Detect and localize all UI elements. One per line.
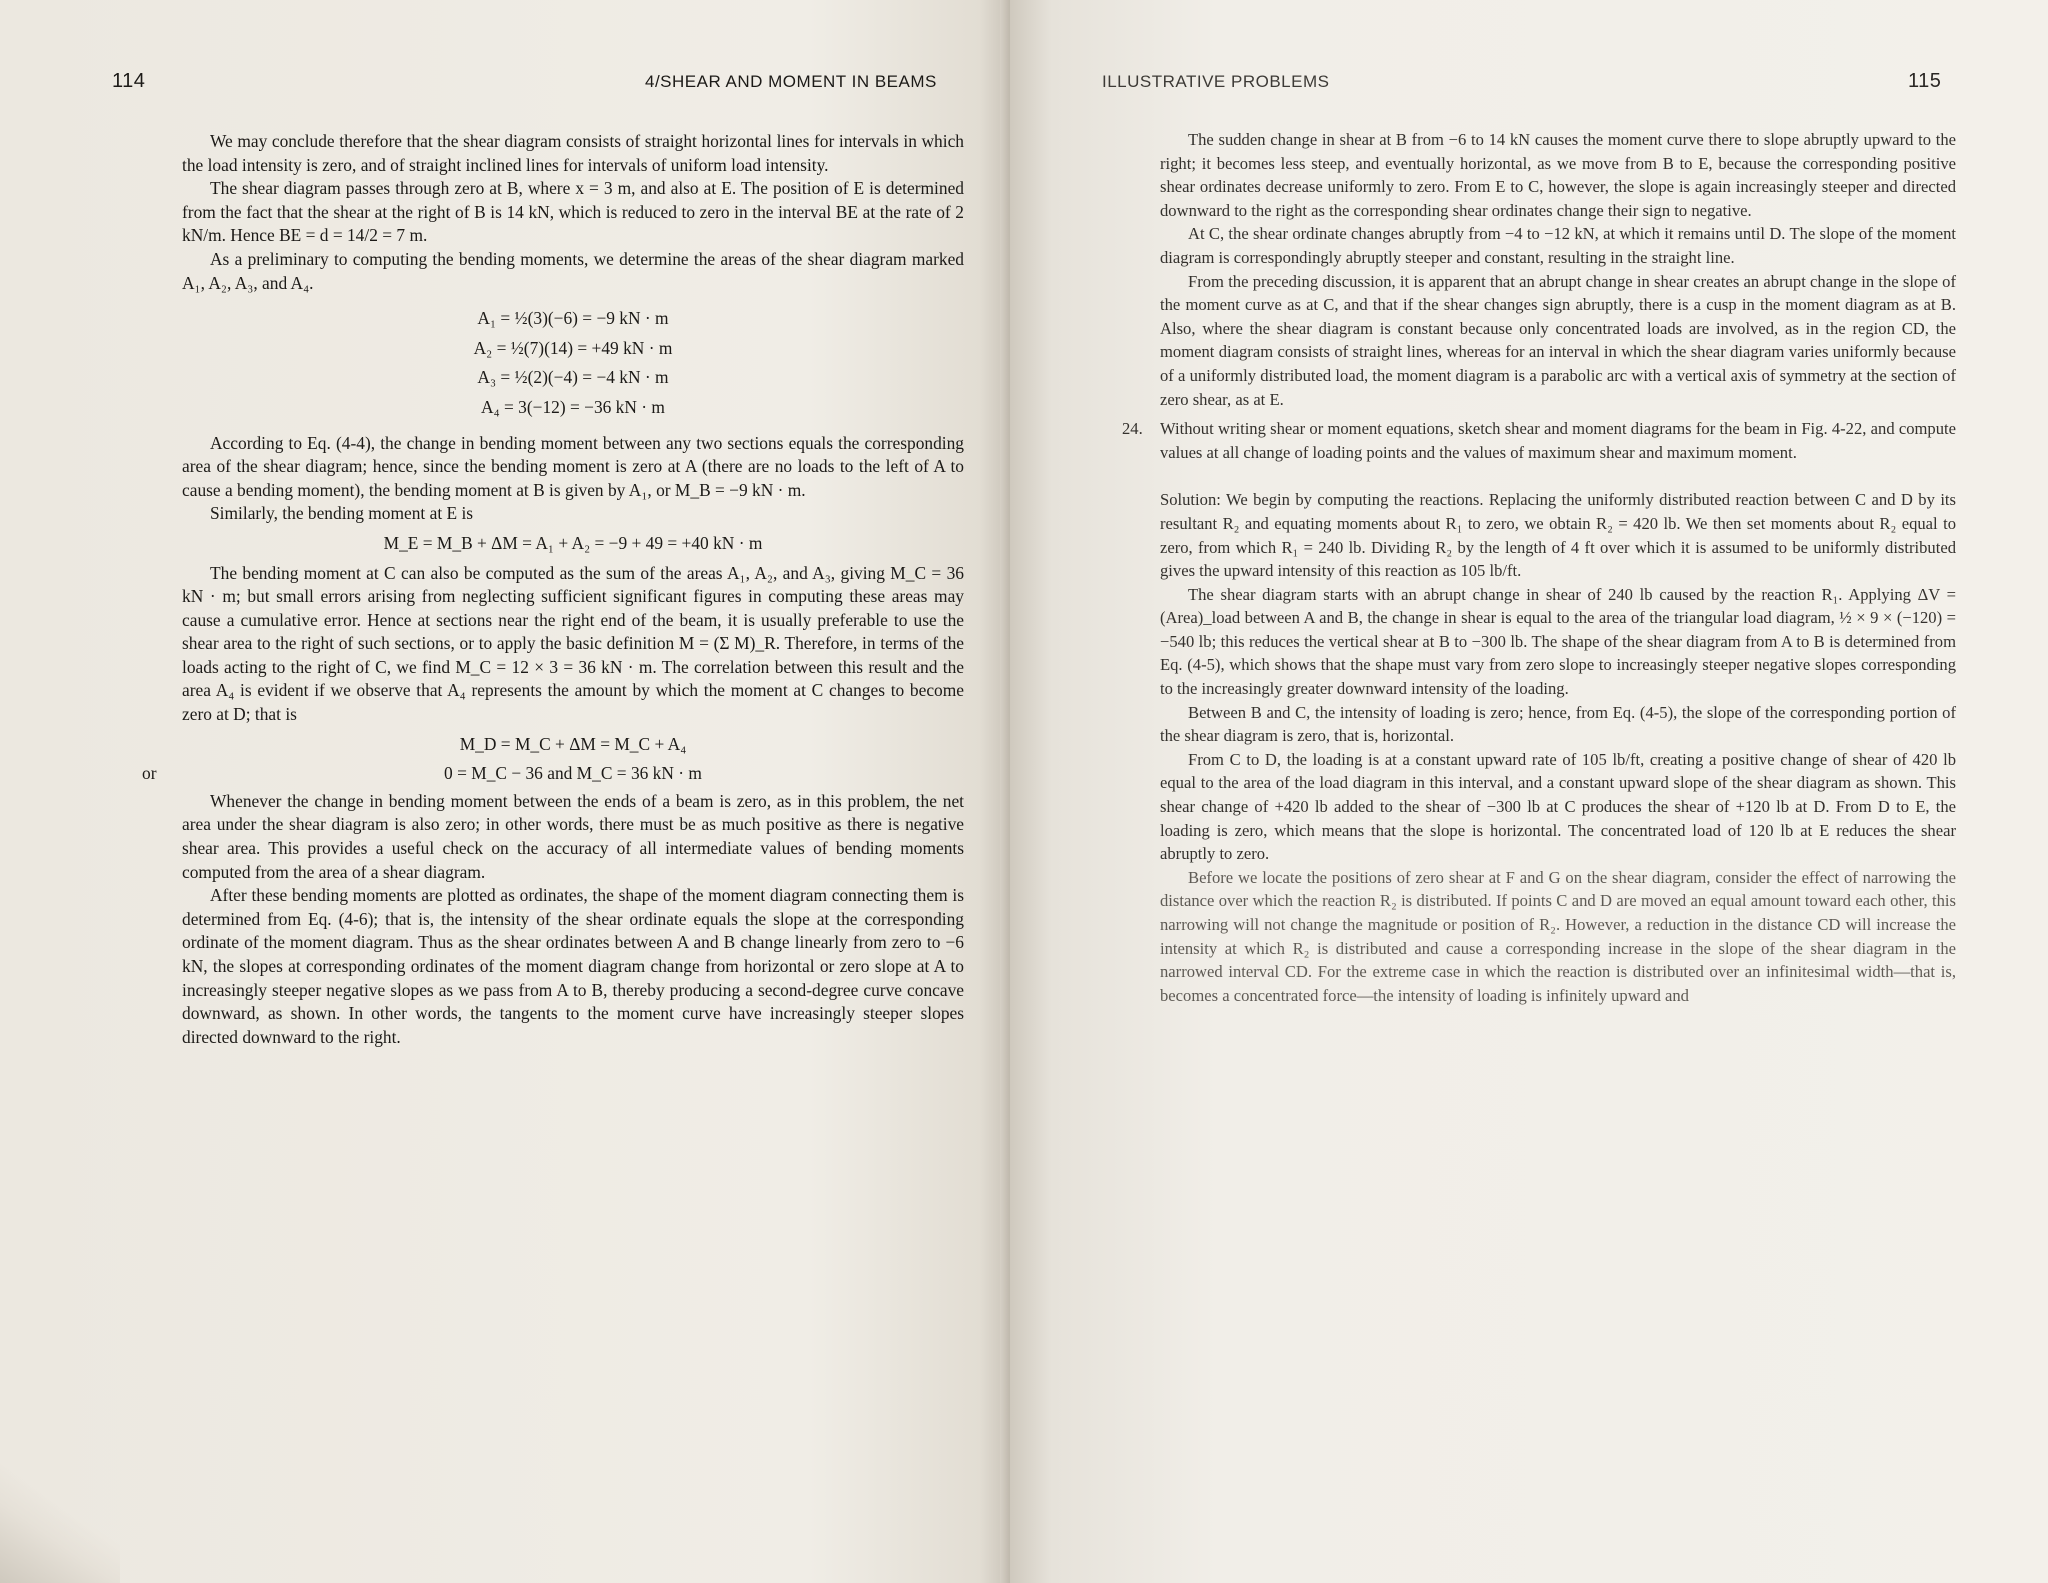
equation-row: [142, 762, 964, 786]
paragraph: After these bending moments are plotted as ordinates, the shape of the moment diagram connecting them is determined from Eq. (4-6); that is, the intensity of the shear ordinate equals the slope at the corresponding ordinate of the moment diagram. Thus as the shear ordinates between A and B change linearly from zero to −6 kN, the slopes at corresponding ordinates of the moment diagram change from horizontal or zero slope at A to increasingly steeper negative slopes as we pass from A to B, thereby producing a second-degree curve concave downward, as shown. In other words, the tangents to the moment curve have increasingly steeper slopes directed downward to the right.: [182, 885, 964, 1047]
page-number: 114: [112, 70, 146, 92]
equation: A₂ = ½(7)(14) = +49 kN · m: [473, 337, 673, 358]
equation: A₃ = ½(2)(−4) = −4 kN · m: [477, 367, 669, 388]
paragraph: At C, the shear ordinate changes abruptly from −4 to −12 kN, at which it remains until D. The slope of the moment diagram is correspondingly abruptly steeper and constant, resulting in the straight line.: [1160, 224, 1956, 267]
paragraph: As a preliminary to computing the bending moments, we determine the areas of the shear diagram marked A₁, A₂, A₃, and A₄.: [182, 248, 964, 293]
paragraph: Before we locate the positions of zero shear at F and G on the shear diagram, consider the effect of narrowing the distance over which the reaction R₂ is distributed. If points C and D are moved an equal amount toward each other, this narrowing will not change the magnitude or position of R₂. However, a reduction in the distance CD will increase the intensity at which R₂ is distributed and cause a corresponding increase in the slope of the shear diagram in the narrowed interval CD. For the extreme case in which the reaction is distributed over an infinitesimal width—that is, becomes a concentrated force—the intensity of loading is infinitely upward and: [1160, 867, 1956, 1005]
solution-text: We begin by computing the reactions. Replacing the uniformly distributed reaction between C and D by its resultant R₂ and equating moments about R₁ to zero, we obtain R₂ = 420 lb. We then set moments about R₂ equal to zero, from which R₁ = 240 lb. Dividing R₂ by the length of 4 ft over which it is assumed to be uniformly distributed gives the upward intensity of this reaction as 105 lb/ft.: [1160, 490, 1956, 581]
left-page: [0, 0, 1010, 1583]
solution-paragraph: [1160, 488, 1956, 582]
equation: M_E = M_B + ΔM = A₁ + A₂ = −9 + 49 = +40 kN · m: [383, 532, 763, 553]
paragraph: The shear diagram starts with an abrupt change in shear of 240 lb caused by the reaction R₁. Applying ΔV = (Area)_load between A and B, the change in shear is equal to the area of the triangular load diagram, ½ × 9 × (−120) = −540 lb; this reduces the vertical shear at B to −300 lb. The shape of the shear diagram from A to B is determined from Eq. (4-5), which shows that the shape must vary from zero slope to increasingly steeper negative slopes corresponding to the increasingly greater downward intensity of the loading.: [1160, 584, 1956, 699]
equation: 0 = M_C − 36 and M_C = 36 kN · m: [444, 763, 702, 784]
running-head: ILLUSTRATIVE PROBLEMS: [1102, 72, 1330, 91]
paragraph: The shear diagram passes through zero at B, where x = 3 m, and also at E. The position of E is determined from the fact that the shear at the right of B is 14 kN, which is reduced to zero in the interval BE at the rate of 2 kN/m. Hence BE = d = 14/2 = 7 m.: [182, 178, 964, 246]
paragraph: Similarly, the bending moment at E is: [210, 503, 474, 524]
paragraph: From the preceding discussion, it is apparent that an abrupt change in shear creates an abrupt change in the slope of the moment curve as at C, and that if the shear changes sign abruptly, there is a cusp in the moment diagram as at B. Also, where the shear diagram is constant because only concentrated loads are involved, as in the region CD, the moment diagram consists of straight lines, whereas for an interval in which the shear diagram varies uniformly because of a uniformly distributed load, the moment diagram is a parabolic arc with a vertical axis of symmetry at the section of zero shear, as at E.: [1160, 271, 1956, 409]
text-column: [1122, 128, 1956, 1007]
paragraph: Whenever the change in bending moment between the ends of a beam is zero, as in this problem, the net area under the shear diagram is also zero; in other words, there must be as much positive as there is negative shear area. This provides a useful check on the accuracy of all intermediate values of bending moments computed from the area of a shear diagram.: [182, 790, 964, 882]
problem-statement: [1122, 417, 1956, 464]
paragraph: The bending moment at C can also be computed as the sum of the areas A₁, A₂, and A₃, giving M_C = 36 kN · m; but small errors arising from neglecting sufficient significant figures in computing these areas may cause a cumulative error. Hence at sections near the right end of the beam, it is usually preferable to use the shear area to the right of such sections, or to apply the basic definition M = (Σ M)_R. Therefore, in terms of the loads acting to the right of C, we find M_C = 12 × 3 = 36 kN · m. The correlation between this result and the area A₄ is evident if we observe that A₄ represents the amount by which the moment at C changes to become zero at D; that is: [182, 562, 964, 725]
equation-label: or: [142, 763, 157, 784]
right-page: [1010, 0, 2048, 1583]
equation: A₁ = ½(3)(−6) = −9 kN · m: [477, 308, 669, 329]
running-head: 4/SHEAR AND MOMENT IN BEAMS: [645, 72, 937, 91]
equation: A₄ = 3(−12) = −36 kN · m: [481, 396, 665, 417]
page-number: 115: [1908, 70, 1942, 92]
paragraph: From C to D, the loading is at a constant upward rate of 105 lb/ft, creating a positive change of shear of 420 lb equal to the area of the load diagram in this interval, and a constant upward slope of the shear diagram as shown. This shear change of +420 lb added to the shear of −300 lb at C produces the shear of +120 lb at D. From D to E, the loading is zero, which means that the slope is horizontal. The concentrated load of 120 lb at E reduces the shear abruptly to zero.: [1160, 749, 1956, 864]
paragraph: The sudden change in shear at B from −6 to 14 kN causes the moment curve there to slope abruptly upward to the right; it becomes less steep, and eventually horizontal, as we move from B to E, because the corresponding positive shear ordinates decrease uniformly to zero. From E to C, however, the slope is again increasingly steeper and directed downward to the right as the corresponding shear ordinates change their sign to negative.: [1160, 130, 1956, 220]
text-column: [142, 130, 964, 1049]
problem-text: Without writing shear or moment equations, sketch shear and moment diagrams for the beam in Fig. 4-22, and compute values at all change of loading points and the values of maximum shear and maximum moment.: [1160, 419, 1956, 462]
paragraph: We may conclude therefore that the shear diagram consists of straight horizontal lines for intervals in which the load intensity is zero, and of straight inclined lines for intervals of uniform load intensity.: [182, 131, 964, 175]
problem-number: 24.: [1122, 419, 1143, 439]
paragraph: Between B and C, the intensity of loading is zero; hence, from Eq. (4-5), the slope of the corresponding portion of the shear diagram is zero, that is, horizontal.: [1160, 702, 1956, 746]
paragraph: According to Eq. (4-4), the change in bending moment between any two sections equals the corresponding area of the shear diagram; hence, since the bending moment is zero at A (there are no loads to the left of A to cause a bending moment), the bending moment at B is given by A₁, or M_B = −9 kN · m.: [182, 432, 964, 500]
solution-label: Solution:: [1160, 490, 1221, 510]
page-corner-shadow: [0, 1463, 120, 1583]
equation: M_D = M_C + ΔM = M_C + A₄: [459, 733, 687, 754]
